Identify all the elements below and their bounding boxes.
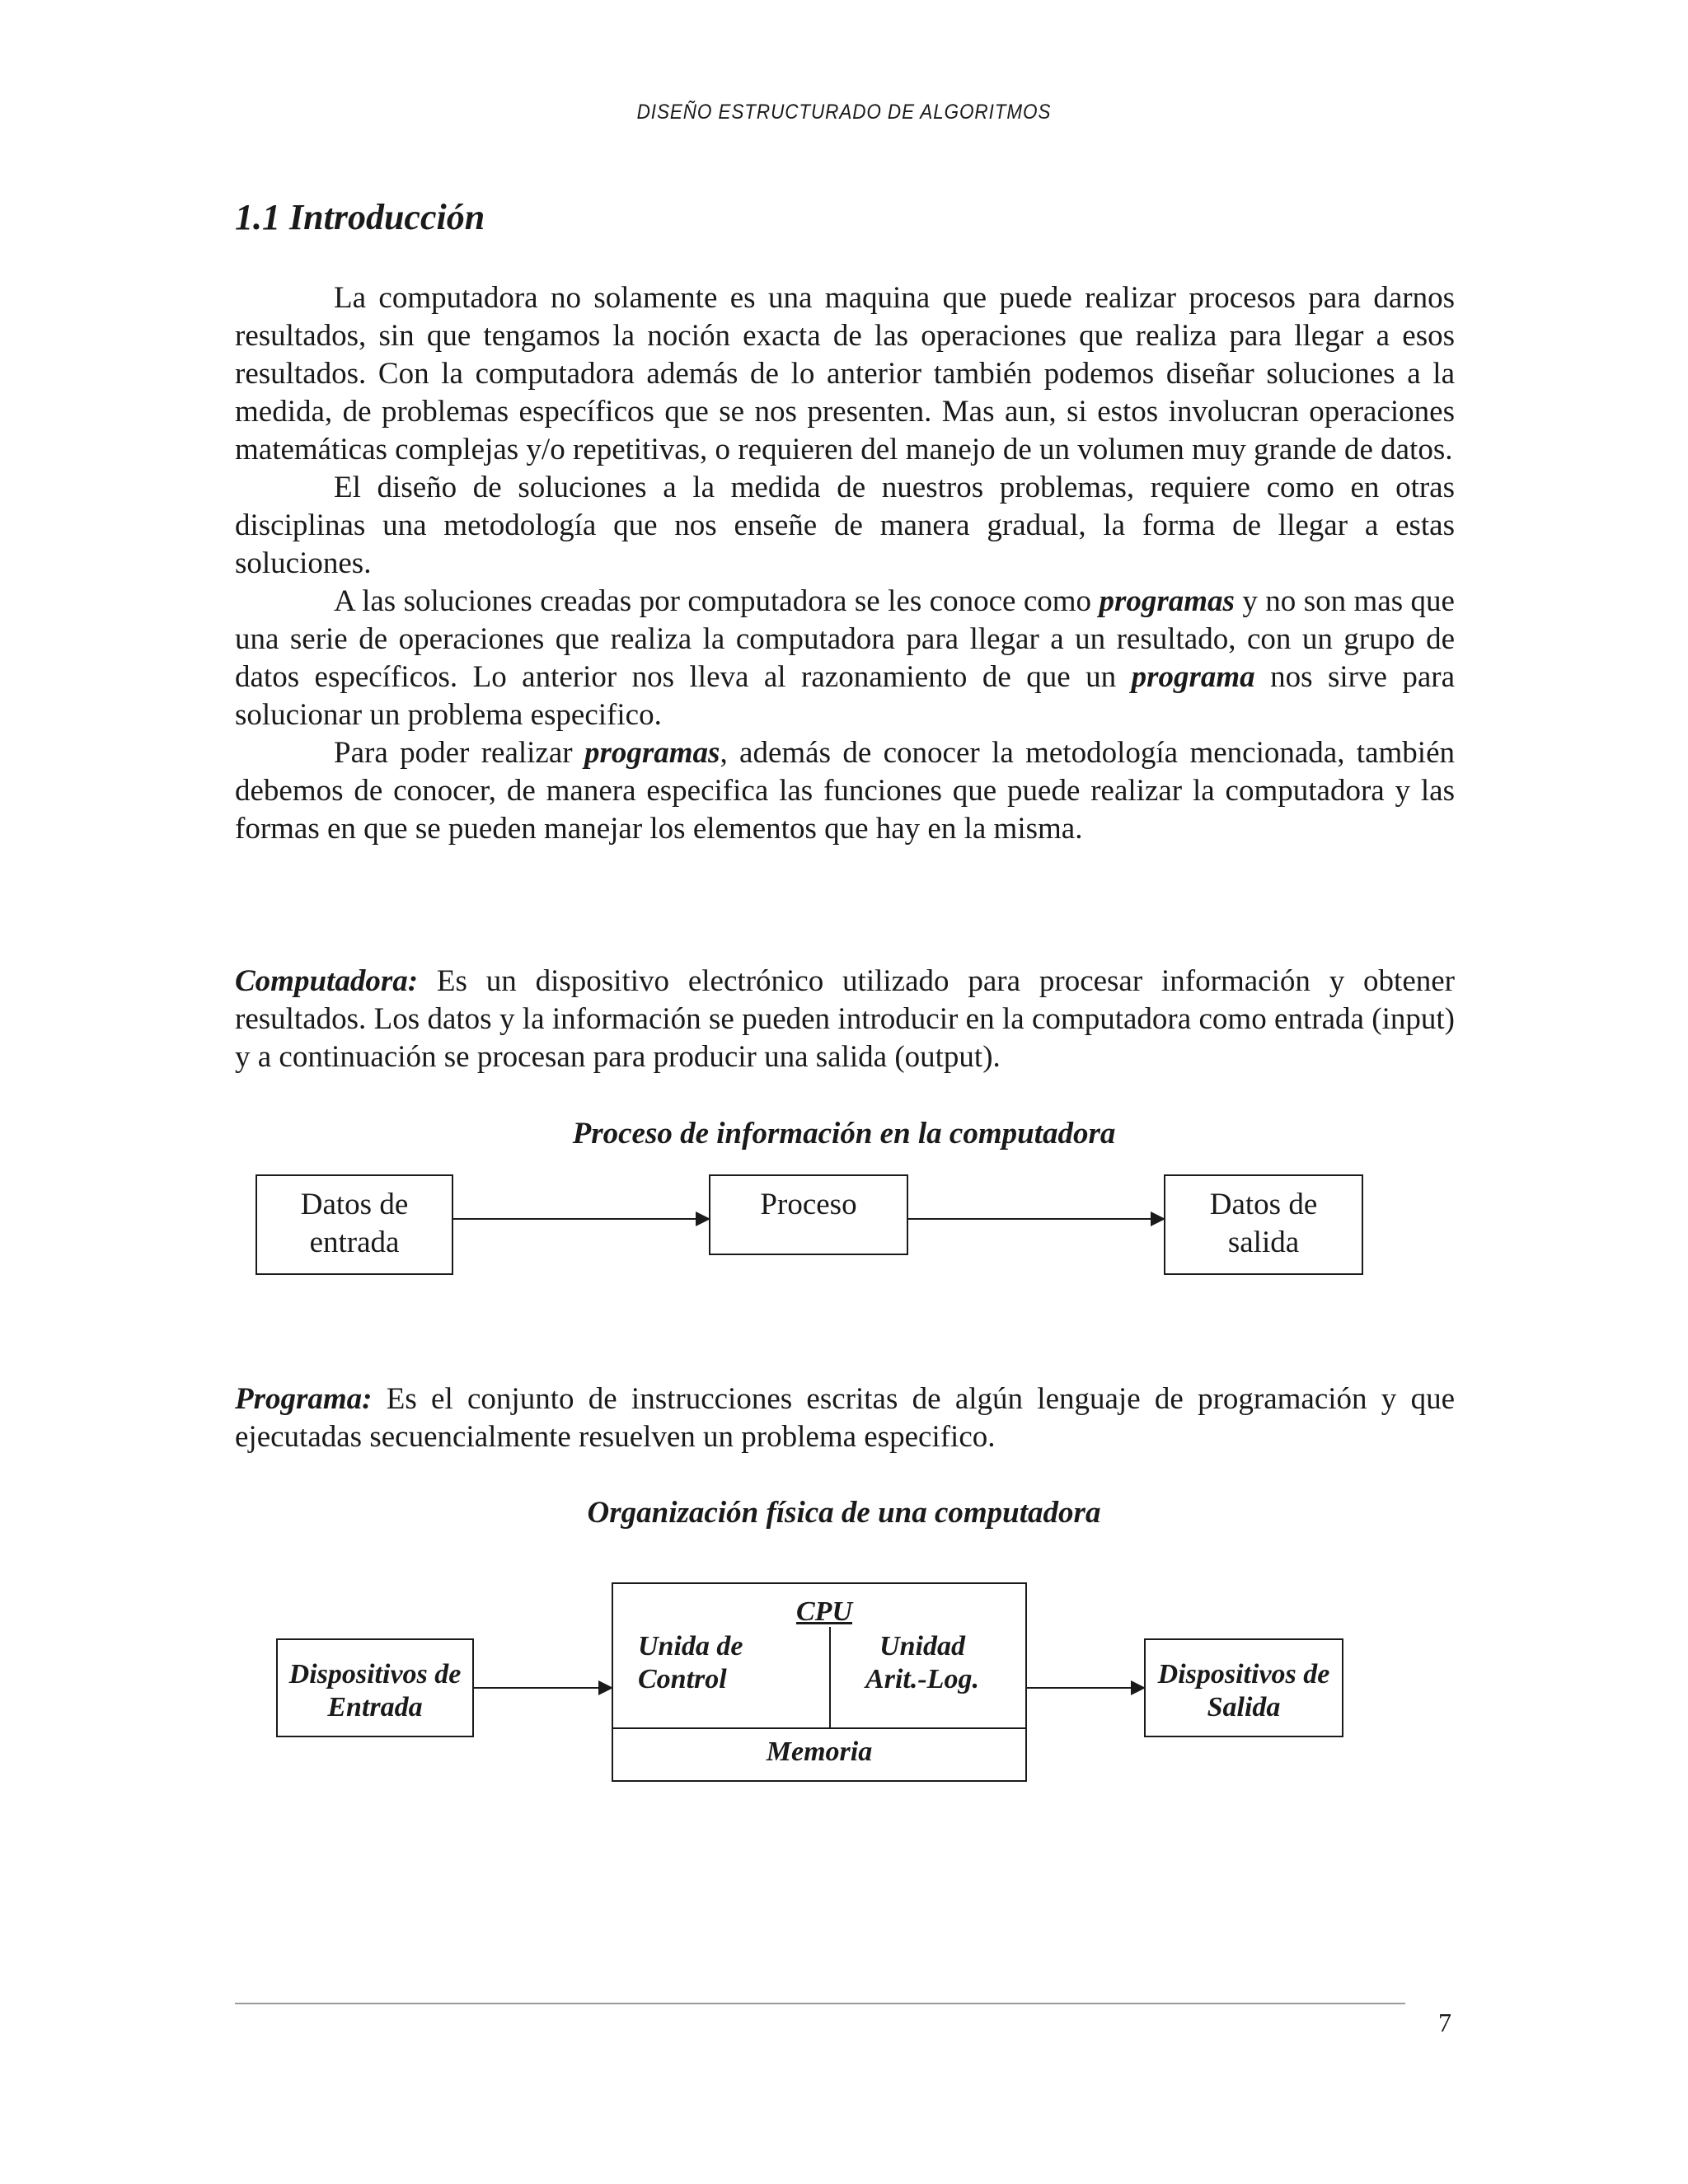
- box-label: Unidad: [879, 1631, 965, 1661]
- box-label: Unida de: [638, 1631, 743, 1661]
- arrow-right: [908, 1218, 1164, 1220]
- emphasis-programa: programa: [1131, 660, 1255, 694]
- definition-text: Es un dispositivo electrónico utilizado para procesar información y obtener resultados. Los datos y la información se pueden introducir en la computadora como entrada (input) y a continuación se procesan para producir una salida (output).: [235, 964, 1455, 1074]
- definition-term: Computadora:: [235, 964, 419, 998]
- box-label: Entrada: [327, 1692, 423, 1722]
- page-number: 7: [1438, 2008, 1451, 2037]
- intro-paragraph-1: La computadora no solamente es una maquina que puede realizar procesos para darnos resultados, sin que tengamos la noción exacta de las operaciones que realiza para llegar a esos resultados. Con la computadora además de lo anterior también podemos diseñar soluciones a la medida, de problemas específicos que se nos presenten. Mas aun, si estos involucran operaciones matemáticas complejas y/o repetitivas, o requieren del manejo de un volumen muy grande de datos.: [235, 281, 1455, 466]
- definition-paragraph: [235, 1380, 1455, 1456]
- alu-label: [848, 1630, 996, 1696]
- arrow-right: [1027, 1687, 1144, 1689]
- arrow-right: [453, 1218, 709, 1220]
- cpu-divider: [829, 1627, 831, 1729]
- arrow-right: [474, 1687, 612, 1689]
- definition-term: Programa:: [235, 1382, 373, 1416]
- memory-divider: [613, 1727, 1025, 1729]
- input-data-box: [256, 1174, 453, 1275]
- box-label: Dispositivos de: [288, 1659, 462, 1690]
- box-label: Dispositivos de: [1157, 1659, 1330, 1690]
- output-data-box: [1164, 1174, 1363, 1275]
- footer-rule: [235, 2003, 1405, 2004]
- box-label: Datos de: [1209, 1188, 1318, 1221]
- output-devices-box: [1144, 1638, 1343, 1737]
- process-box: [709, 1174, 908, 1255]
- box-label: salida: [1227, 1226, 1300, 1259]
- box-label: Control: [638, 1664, 727, 1694]
- box-label: Salida: [1207, 1692, 1281, 1722]
- intro-text: [235, 279, 1455, 848]
- text-run: Para poder realizar: [334, 736, 584, 770]
- definition-programa: [235, 1380, 1455, 1456]
- intro-paragraph-2: El diseño de soluciones a la medida de nuestros problemas, requiere como en otras disciplinas una metodología que nos enseñe de manera gradual, la forma de llegar a estas soluciones.: [235, 471, 1455, 580]
- section-title: 1.1 Introducción: [235, 197, 485, 237]
- cpu-box: [612, 1582, 1027, 1782]
- memory-label: Memoria: [766, 1736, 873, 1767]
- cpu-label: CPU: [796, 1596, 852, 1627]
- definition-paragraph: [235, 963, 1455, 1076]
- diagram-caption-process: Proceso de información en la computadora: [572, 1117, 1116, 1151]
- definition-computadora: [235, 963, 1455, 1076]
- intro-paragraph-3: [235, 583, 1455, 734]
- box-label: Proceso: [760, 1188, 857, 1221]
- emphasis-programas: programas: [1099, 584, 1235, 618]
- text-run: nos sirve para solucionar un problema especifico.: [235, 660, 1455, 732]
- emphasis-programas: programas: [584, 736, 720, 770]
- diagram-caption-organization: Organización física de una computadora: [587, 1496, 1101, 1530]
- box-label: entrada: [309, 1226, 400, 1259]
- text-run: , además de conocer la metodología mencionada, también debemos de conocer, de manera especifica las funciones que puede realizar la computadora y las formas en que se pueden manejar los elementos que hay en la misma.: [235, 736, 1455, 846]
- text-run: y no son mas que una serie de operaciones que realiza la computadora para llegar a un resultado, con un grupo de datos específicos. Lo anterior nos lleva al razonamiento de que un: [235, 584, 1455, 694]
- running-header: DISEÑO ESTRUCTURADO DE ALGORITMOS: [636, 101, 1052, 124]
- box-label: Datos de: [300, 1188, 409, 1221]
- control-unit-label: [638, 1630, 743, 1696]
- definition-text: Es el conjunto de instrucciones escritas de algún lenguaje de programación y que ejecutadas secuencialmente resuelven un problema especifico.: [235, 1382, 1455, 1454]
- text-run: A las soluciones creadas por computadora se les conoce como: [334, 584, 1100, 618]
- box-label: Arit.-Log.: [865, 1664, 979, 1694]
- intro-paragraph-4: [235, 734, 1455, 848]
- input-devices-box: [276, 1638, 474, 1737]
